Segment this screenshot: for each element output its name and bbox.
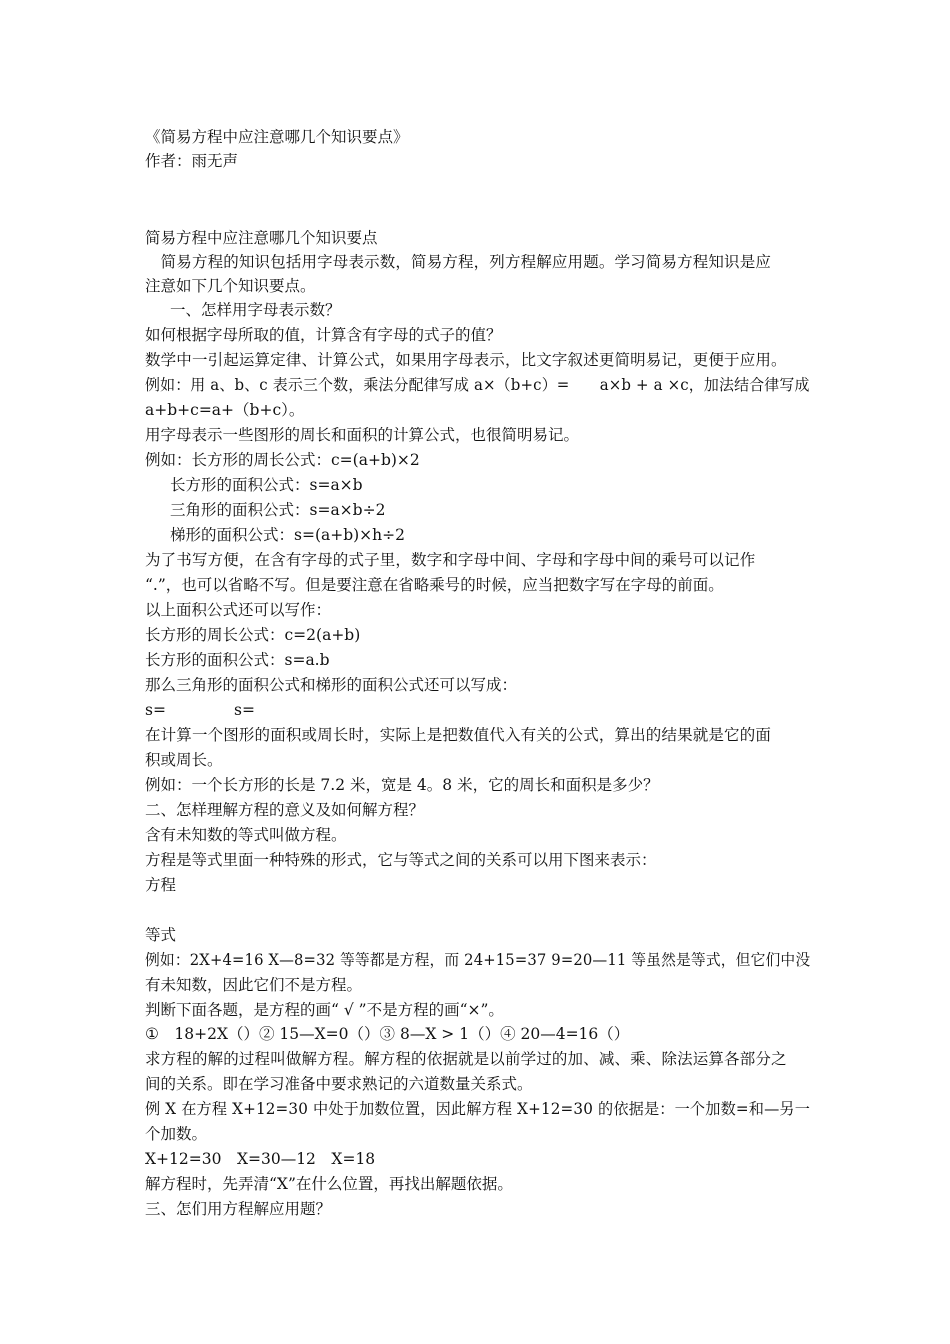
section-2-title: 二、怎样理解方程的意义及如何解方程？ [145,801,425,819]
section-2-paragraph-2: 方程是等式里面一种特殊的形式，它与等式之间的关系可以用下图来表示： [145,851,657,869]
section-1-paragraph-3: 用字母表示一些图形的周长和面积的计算公式，也很简明易记。 [145,426,580,444]
formula-rect-perimeter: 例如：长方形的周长公式：c=(a+b)×2 [145,451,420,469]
diagram-label-equation: 方程 [145,876,177,894]
section-2-judge-instruction: 判断下面各题，是方程的画“ √ ”不是方程的画“×”。 [145,1001,504,1019]
section-3-title: 三、怎们用方程解应用题？ [145,1200,332,1218]
section-1-example-question: 例如：一个长方形的长是 7.2 米，宽是 4。8 米，它的周长和面积是多少？ [145,776,659,794]
section-1-paragraph-4-line-2: “.”，也可以省略不写。但是要注意在省略乘号的时候，应当把数字写在字母的前面。 [145,576,724,594]
section-1-paragraph-6: 那么三角形的面积公式和梯形的面积公式还可以写成： [145,676,518,694]
section-2-paragraph-5-line-2: 间的关系。即在学习准备中要求熟记的六道数量关系式。 [145,1075,533,1093]
formula-rect-perimeter-short: 长方形的周长公式：c=2(a+b) [145,626,361,644]
section-1-paragraph-7-line-1: 在计算一个图形的面积或周长时，实际上是把数值代入有关的公式，算出的结果就是它的面 [145,726,772,744]
author-line: 作者：雨无声 [145,152,239,170]
section-2-paragraph-6-line-2: 个加数。 [145,1125,208,1143]
intro-paragraph-line-1: 简易方程的知识包括用字母表示数，简易方程，列方程解应用题。学习简易方程知识是应 [145,253,772,271]
section-2-paragraph-5-line-1: 求方程的解的过程叫做解方程。解方程的依据就是以前学过的加、减、乘、除法运算各部分之 [145,1050,787,1068]
section-1-paragraph-7-line-2: 积或周长。 [145,751,223,769]
section-2-paragraph-1: 含有未知数的等式叫做方程。 [145,826,347,844]
section-2-solution-steps: X+12=30 X=30—12 X=18 [145,1150,376,1168]
section-2-paragraph-6-line-1: 例 X 在方程 X+12=30 中处于加数位置，因此解方程 X+12=30 的依据是：一个加数=和—另一 [145,1100,811,1118]
section-1-example-line-1: 例如：用 a、b、c 表示三个数，乘法分配律写成 a×（b+c）= a×b + a ×c，加法结合律写成 [145,376,810,394]
intro-paragraph-line-2: 注意如下几个知识要点。 [145,277,316,295]
section-2-example-line-2: 有未知数，因此它们不是方程。 [145,976,363,994]
formula-rect-area-short: 长方形的面积公式：s=a.b [145,651,330,669]
section-2-example-line-1: 例如：2X+4=16 X—8=32 等等都是方程，而 24+15=37 9=20—11 等虽然是等式，但它们中没 [145,951,811,969]
section-1-example-line-2: a+b+c=a+（b+c）。 [145,401,305,419]
diagram-label-equality: 等式 [145,926,177,944]
section-2-paragraph-7: 解方程时，先弄清“X”在什么位置，再找出解题依据。 [145,1175,513,1193]
section-1-title: 一、怎样用字母表示数？ [170,301,341,319]
section-1-paragraph-1: 数学中一引起运算定律、计算公式，如果用字母表示，比文字叙述更简明易记，更便于应用。 [145,351,787,369]
section-1-paragraph-5: 以上面积公式还可以写作： [145,601,332,619]
section-2-quiz-items: ① 18+2X（）② 15—X=0（）③ 8—X > 1（）④ 20—4=16（） [145,1025,630,1043]
document-title: 《简易方程中应注意哪几个知识要点》 [145,128,409,146]
article-heading: 简易方程中应注意哪几个知识要点 [145,229,378,247]
formula-triangle-area: 三角形的面积公式：s=a×b÷2 [170,501,386,519]
formula-trapezoid-area: 梯形的面积公式：s=(a+b)×h÷2 [170,526,406,544]
section-1-question: 如何根据字母所取的值，计算含有字母的式子的值？ [145,326,502,344]
section-1-paragraph-4-line-1: 为了书写方便，在含有字母的式子里，数字和字母中间、字母和字母中间的乘号可以记作 [145,551,756,569]
formula-blank-trapezoid: s= [234,701,255,719]
formula-blank-triangle: s= [145,701,166,719]
formula-rect-area: 长方形的面积公式：s=a×b [170,476,363,494]
